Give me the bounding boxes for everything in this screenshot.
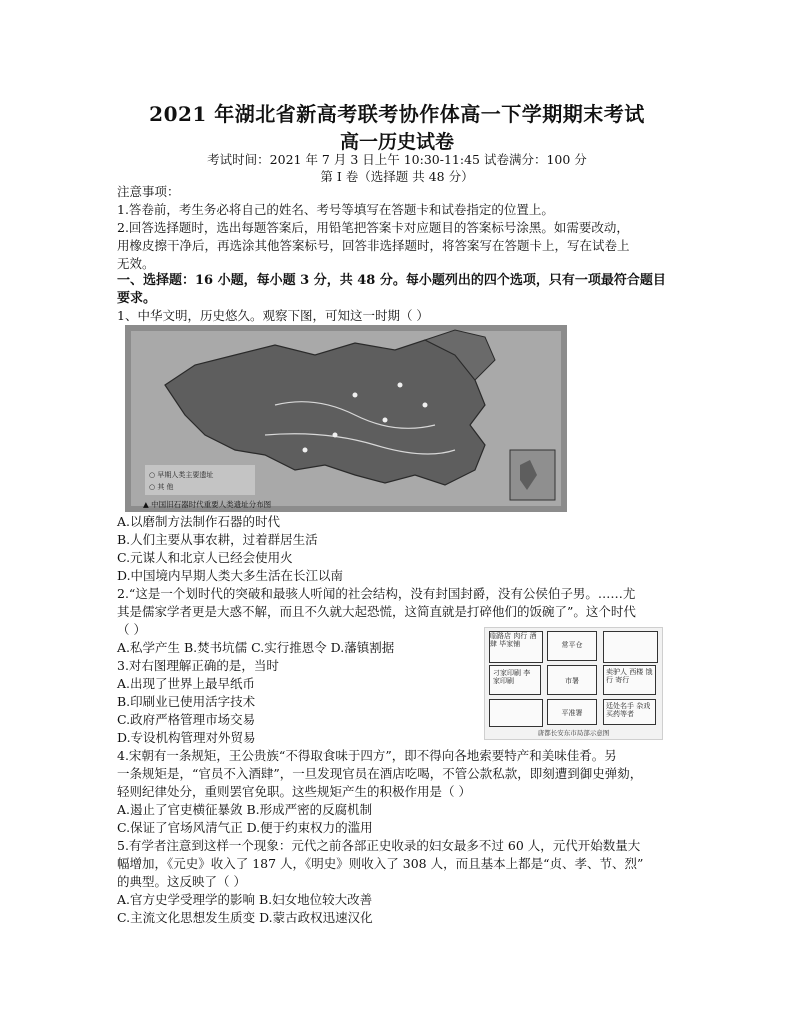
plan-block-7: 廷处名手 杂戏 买药等者 (603, 699, 656, 725)
note-2-line-1: 2.回答选择题时，选出每题答案后，用铅笔把答案卡对应题目的答案标号涂黑。如需要改动， (117, 220, 629, 235)
note-2-line-2: 用橡皮擦干净后，再选涂其他答案标号，回答非选择题时，将答案写在答题卡上，写在试卷上 (117, 238, 630, 253)
q2-stem-line-1: 2.“这是一个划时代的突破和最骇人听闻的社会结构，没有封国封爵，没有公侯伯子男。……尤 (117, 586, 636, 601)
q2-stem-line-3: （ ） (117, 622, 146, 637)
q1-option-a: A.以磨制方法制作石器的时代 (117, 514, 281, 529)
q4-stem-line-2: 一条规矩是，“官员不入酒肆”，一旦发现官员在酒店吃喝，不管公款私款，即刻遭到御史弹劾， (117, 766, 643, 781)
q5-stem-line-2: 幅增加，《元史》收入了 187 人，《明史》则收入了 308 人，而且基本上都是“贞、孝、节、烈” (117, 856, 644, 871)
q3-stem: 3.对右图理解正确的是，当时 (117, 658, 279, 673)
q1-option-d: D.中国境内早期人类大多生活在长江以南 (117, 568, 344, 583)
plan-caption: 唐都长安东市局部示意图 (537, 729, 610, 737)
q5-options-ab: A.官方史学受理学的影响 B.妇女地位较大改善 (117, 892, 373, 907)
q3-option-b: B.印刷业已使用活字技术 (117, 694, 256, 709)
section-heading-line-2: 要求。 (117, 291, 157, 306)
plan-block-bottom-left (489, 699, 543, 727)
exam-subtitle: 高一历史试卷 (339, 131, 454, 153)
plan-block-3: 刁家印刷 李家印刷 (489, 665, 541, 695)
exam-title: 2021 年湖北省新高考联考协作体高一下学期期末考试 (149, 102, 645, 126)
map-caption: ▲ 中国旧石器时代重要人类遗址分布图 (143, 500, 272, 509)
q4-stem-line-1: 4.宋朝有一条规矩，王公贵族“不得取食味于四方”，即不得向各地索要特产和美味佳肴。另 (117, 748, 617, 763)
q3-option-d: D.专设机构管理对外贸易 (117, 730, 256, 745)
paleolithic-site-map (125, 325, 567, 512)
q1-stem: 1、中华文明，历史悠久。观察下图，可知这一时期（ ） (117, 308, 429, 323)
plan-block-2: 常平仓 (547, 631, 597, 661)
volume-heading: 第 I 卷（选择题 共 48 分） (320, 169, 474, 184)
note-2-line-3: 无效。 (117, 256, 155, 271)
plan-block-5: 卖驴人 西楼 饿行 寄行 (603, 665, 656, 695)
q5-stem-line-3: 的典型。这反映了（ ） (117, 874, 246, 889)
section-heading-line-1: 一、选择题：16 小题，每小题 3 分，共 48 分。每小题列出的四个选项，只有一项最符合题目 (117, 273, 666, 288)
q2-options: A.私学产生 B.焚书坑儒 C.实行推恩令 D.藩镇割据 (117, 640, 395, 655)
plan-block-4: 市署 (547, 665, 597, 695)
q2-stem-line-2: 其是儒家学者更是大惑不解，而且不久就大起恐慌，这简直就是打碎他们的饭碗了”。这个时代 (117, 604, 636, 619)
q4-stem-line-3: 轻则纪律处分，重则罢官免职。这些规矩产生的积极作用是（ ） (117, 784, 471, 799)
q3-option-a: A.出现了世界上最早纸币 (117, 676, 256, 691)
q5-options-cd: C.主流文化思想发生质变 D.蒙古政权迅速汉化 (117, 910, 373, 925)
east-market-plan (484, 627, 663, 740)
q3-option-c: C.政府严格管理市场交易 (117, 712, 256, 727)
note-1: 1.答卷前，考生务必将自己的姓名、考号等填写在答题卡和试卷指定的位置上。 (117, 202, 554, 217)
china-map-graphic (125, 325, 567, 512)
exam-info: 考试时间：2021 年 7 月 3 日上午 10:30-11:45 试卷满分：100 分 (207, 152, 587, 167)
plan-block-1: 临路店 肉行 酒肆 毕家铺 (489, 631, 543, 663)
q5-stem-line-1: 5.有学者注意到这样一个现象：元代之前各部正史收录的妇女最多不过 60 人，元代开始数量大 (117, 838, 641, 853)
notes-heading: 注意事项： (117, 184, 180, 199)
plan-block-6: 平准署 (547, 699, 597, 725)
q1-option-b: B.人们主要从事农耕，过着群居生活 (117, 532, 318, 547)
q1-option-c: C.元谋人和北京人已经会使用火 (117, 550, 293, 565)
map-legend-1: ○ 早期人类主要遗址 (149, 471, 214, 479)
q4-options-ab: A.遏止了官吏横征暴敛 B.形成严密的反腐机制 (117, 802, 373, 817)
plan-block-top-right (603, 631, 658, 663)
q4-options-cd: C.保证了官场风清气正 D.便于约束权力的滥用 (117, 820, 373, 835)
map-legend-2: ○ 其 他 (149, 483, 174, 491)
